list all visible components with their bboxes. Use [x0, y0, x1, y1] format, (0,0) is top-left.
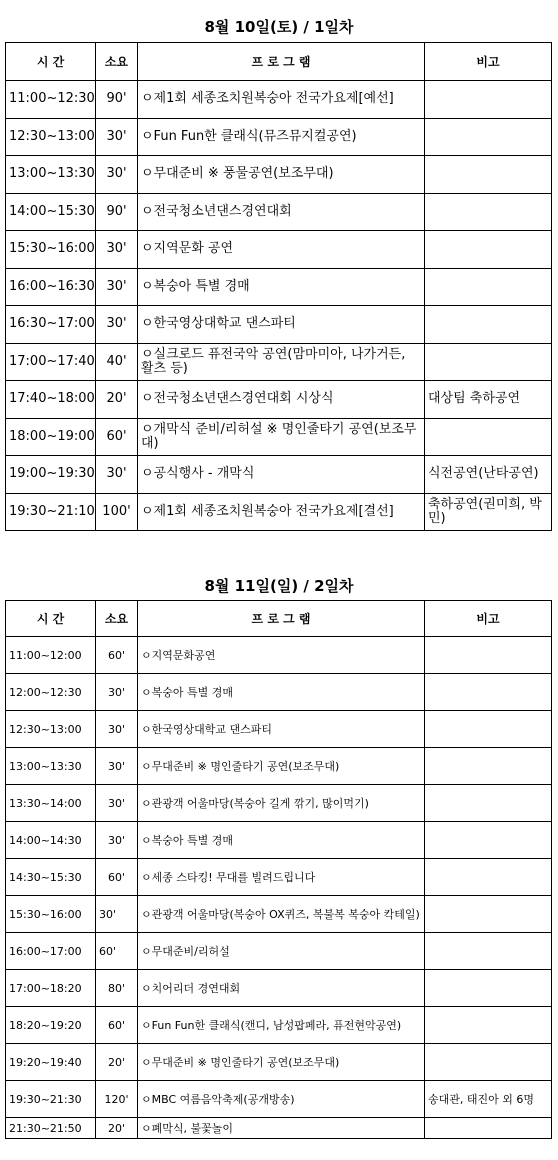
program-cell: ㅇ한국영상대학교 댄스파티 [138, 306, 425, 344]
duration-cell: 60' [96, 418, 138, 456]
duration-cell: 30' [96, 896, 138, 933]
table-row [6, 1118, 552, 1139]
duration-cell: 30' [96, 268, 138, 306]
note-cell [425, 674, 552, 711]
table-row [6, 1081, 552, 1118]
duration-cell: 120' [96, 1081, 138, 1118]
day2-title: 8월 11일(일) / 2일차 [204, 577, 354, 595]
program-cell: ㅇ한국영상대학교 댄스파티 [138, 711, 425, 748]
header-program: 프 로 그 램 [138, 43, 425, 81]
time-cell: 12:30~13:00 [6, 711, 96, 748]
table-row [6, 674, 552, 711]
note-cell [425, 1044, 552, 1081]
time-cell: 17:40~18:00 [6, 381, 96, 419]
note-cell [425, 637, 552, 674]
note-cell [425, 231, 552, 269]
program-cell: ㅇMBC 여름음악축제(공개방송) [138, 1081, 425, 1118]
program-cell: ㅇ전국청소년댄스경연대회 시상식 [138, 381, 425, 419]
note-cell [425, 1007, 552, 1044]
note-cell: 축하공연(권미희, 박민) [425, 493, 552, 531]
program-cell: ㅇ지역문화 공연 [138, 231, 425, 269]
time-cell: 14:00~14:30 [6, 822, 96, 859]
note-cell [425, 748, 552, 785]
header-duration: 소요 [96, 601, 138, 637]
duration-cell: 80' [96, 970, 138, 1007]
note-cell [425, 193, 552, 231]
time-cell: 15:30~16:00 [6, 896, 96, 933]
duration-cell: 20' [96, 1118, 138, 1139]
note-cell [425, 118, 552, 156]
duration-cell: 30' [96, 306, 138, 344]
time-cell: 19:20~19:40 [6, 1044, 96, 1081]
time-cell: 17:00~18:20 [6, 970, 96, 1007]
day1-header-row [6, 43, 552, 81]
header-time: 시 간 [6, 43, 96, 81]
duration-cell: 30' [96, 231, 138, 269]
note-cell [425, 343, 552, 381]
program-cell: ㅇ세종 스타킹! 무대를 빌려드립니다 [138, 859, 425, 896]
program-cell: ㅇ관광객 어울마당(복숭아 길게 깎기, 많이먹기) [138, 785, 425, 822]
note-cell: 식전공연(난타공연) [425, 456, 552, 494]
note-cell [425, 933, 552, 970]
program-cell: ㅇ무대준비 ※ 풍물공연(보조무대) [138, 156, 425, 194]
program-cell: ㅇ관광객 어울마당(복숭아 OX퀴즈, 복불복 복숭아 칵테일) [138, 896, 425, 933]
duration-cell: 100' [96, 493, 138, 531]
duration-cell: 60' [96, 859, 138, 896]
table-row [6, 1044, 552, 1081]
table-row [6, 785, 552, 822]
time-cell: 19:30~21:10 [6, 493, 96, 531]
duration-cell: 60' [96, 933, 138, 970]
note-cell [425, 896, 552, 933]
day1-title: 8월 10일(토) / 1일차 [204, 18, 354, 36]
program-cell: ㅇ실크로드 퓨전국악 공연(맘마미아, 나가거든, 활츠 등) [138, 343, 425, 381]
table-row [6, 381, 552, 419]
day1-schedule-table [5, 42, 552, 531]
time-cell: 16:30~17:00 [6, 306, 96, 344]
duration-cell: 90' [96, 193, 138, 231]
note-cell [425, 970, 552, 1007]
time-cell: 14:00~15:30 [6, 193, 96, 231]
program-cell: ㅇ공식행사 - 개막식 [138, 456, 425, 494]
note-cell [425, 711, 552, 748]
time-cell: 17:00~17:40 [6, 343, 96, 381]
table-row [6, 748, 552, 785]
note-cell [425, 1118, 552, 1139]
time-cell: 14:30~15:30 [6, 859, 96, 896]
time-cell: 18:20~19:20 [6, 1007, 96, 1044]
time-cell: 11:00~12:30 [6, 81, 96, 119]
table-row [6, 418, 552, 456]
note-cell [425, 306, 552, 344]
time-cell: 13:30~14:00 [6, 785, 96, 822]
time-cell: 16:00~16:30 [6, 268, 96, 306]
table-row [6, 970, 552, 1007]
note-cell [425, 156, 552, 194]
time-cell: 13:00~13:30 [6, 748, 96, 785]
duration-cell: 20' [96, 1044, 138, 1081]
time-cell: 12:30~13:00 [6, 118, 96, 156]
duration-cell: 30' [96, 711, 138, 748]
note-cell [425, 81, 552, 119]
program-cell: ㅇ전국청소년댄스경연대회 [138, 193, 425, 231]
duration-cell: 30' [96, 118, 138, 156]
duration-cell: 30' [96, 785, 138, 822]
time-cell: 19:00~19:30 [6, 456, 96, 494]
note-cell: 대상팀 축하공연 [425, 381, 552, 419]
program-cell: ㅇ지역문화공연 [138, 637, 425, 674]
table-row [6, 1007, 552, 1044]
header-note: 비고 [425, 43, 552, 81]
table-row [6, 306, 552, 344]
program-cell: ㅇ무대준비/리허설 [138, 933, 425, 970]
table-row [6, 933, 552, 970]
program-cell: ㅇ복숭아 특별 경매 [138, 674, 425, 711]
program-cell: ㅇFun Fun한 클래식(뮤즈뮤지컬공연) [138, 118, 425, 156]
note-cell [425, 822, 552, 859]
program-cell: ㅇ복숭아 특별 경매 [138, 822, 425, 859]
time-cell: 16:00~17:00 [6, 933, 96, 970]
time-cell: 11:00~12:00 [6, 637, 96, 674]
table-row [6, 81, 552, 119]
duration-cell: 40' [96, 343, 138, 381]
note-cell [425, 785, 552, 822]
day2-schedule-table [5, 600, 552, 1139]
duration-cell: 60' [96, 637, 138, 674]
header-duration: 소요 [96, 43, 138, 81]
duration-cell: 30' [96, 748, 138, 785]
table-row [6, 118, 552, 156]
table-row [6, 859, 552, 896]
duration-cell: 30' [96, 822, 138, 859]
duration-cell: 30' [96, 456, 138, 494]
program-cell: ㅇFun Fun한 클래식(캔디, 남성팝페라, 퓨전현악공연) [138, 1007, 425, 1044]
time-cell: 13:00~13:30 [6, 156, 96, 194]
note-cell: 송대관, 태진아 외 6명 [425, 1081, 552, 1118]
note-cell [425, 418, 552, 456]
duration-cell: 30' [96, 674, 138, 711]
time-cell: 21:30~21:50 [6, 1118, 96, 1139]
program-cell: ㅇ제1회 세종조치원복숭아 전국가요제[예선] [138, 81, 425, 119]
table-row [6, 268, 552, 306]
table-row [6, 896, 552, 933]
note-cell [425, 859, 552, 896]
time-cell: 18:00~19:00 [6, 418, 96, 456]
table-row [6, 637, 552, 674]
program-cell: ㅇ개막식 준비/리허설 ※ 명인줄타기 공연(보조무대) [138, 418, 425, 456]
table-row [6, 343, 552, 381]
table-row [6, 156, 552, 194]
duration-cell: 30' [96, 156, 138, 194]
program-cell: ㅇ제1회 세종조치원복숭아 전국가요제[결선] [138, 493, 425, 531]
table-row [6, 193, 552, 231]
program-cell: ㅇ복숭아 특별 경매 [138, 268, 425, 306]
table-row [6, 711, 552, 748]
header-program: 프 로 그 램 [138, 601, 425, 637]
program-cell: ㅇ무대준비 ※ 명인줄타기 공연(보조무대) [138, 748, 425, 785]
program-cell: ㅇ무대준비 ※ 명인줄타기 공연(보조무대) [138, 1044, 425, 1081]
table-row [6, 231, 552, 269]
duration-cell: 60' [96, 1007, 138, 1044]
header-note: 비고 [425, 601, 552, 637]
day2-header-row [6, 601, 552, 637]
table-row [6, 822, 552, 859]
time-cell: 15:30~16:00 [6, 231, 96, 269]
program-cell: ㅇ치어리더 경연대회 [138, 970, 425, 1007]
note-cell [425, 268, 552, 306]
header-time: 시 간 [6, 601, 96, 637]
program-cell: ㅇ폐막식, 불꽃놀이 [138, 1118, 425, 1139]
table-row [6, 456, 552, 494]
time-cell: 12:00~12:30 [6, 674, 96, 711]
table-row [6, 493, 552, 531]
duration-cell: 20' [96, 381, 138, 419]
time-cell: 19:30~21:30 [6, 1081, 96, 1118]
duration-cell: 90' [96, 81, 138, 119]
